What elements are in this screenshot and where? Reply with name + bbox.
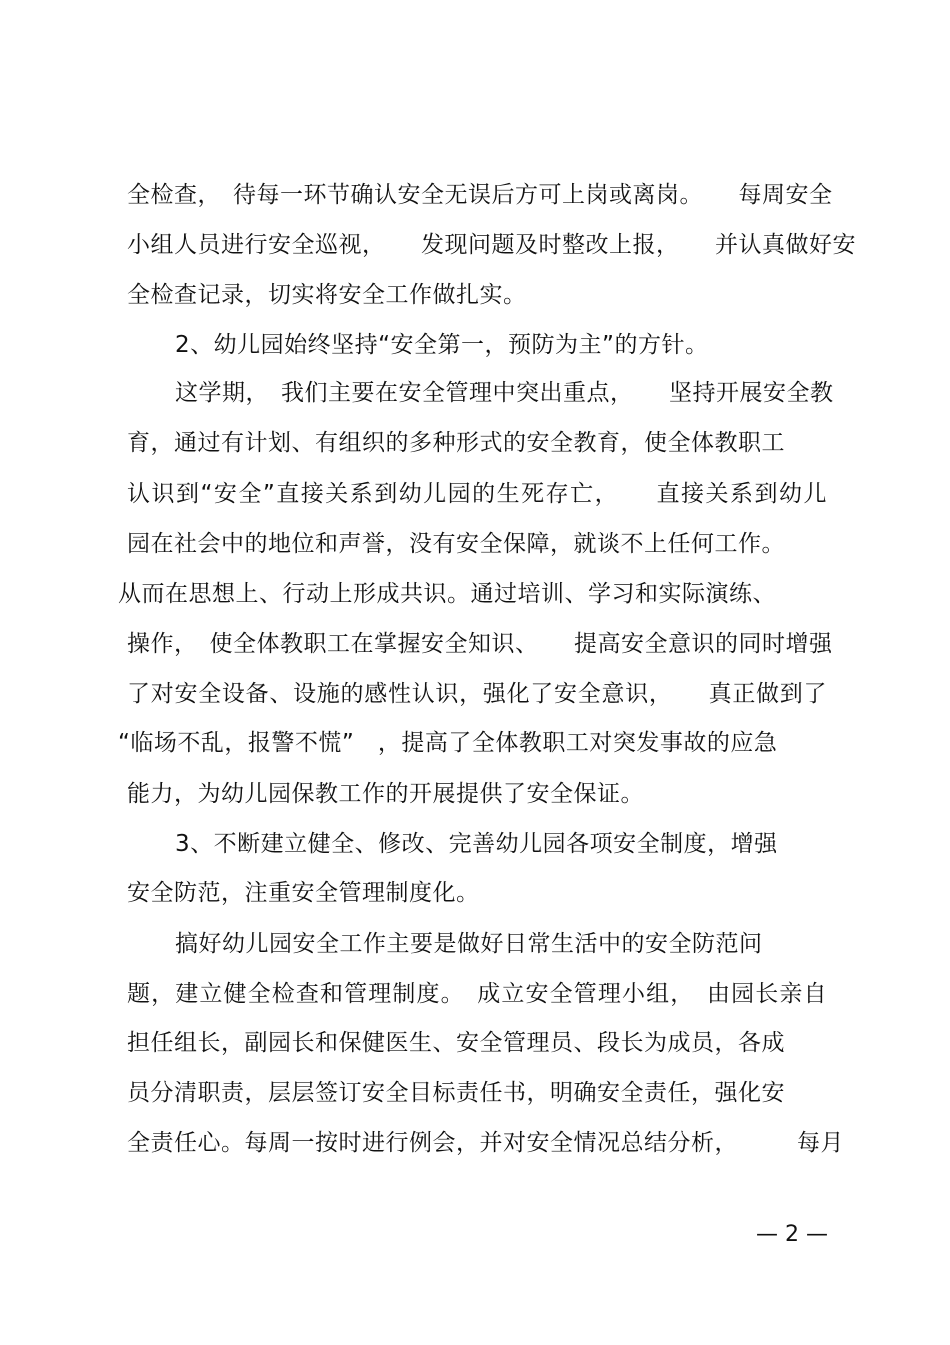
page-number: — 2 —: [756, 1222, 828, 1247]
text-line-15: 安全防范，注重安全管理制度化。: [127, 880, 480, 906]
text-line-18: 担任组长，副园长和保健医生、安全管理员、段长为成员，各成: [127, 1030, 785, 1056]
text-line-9: 从而在思想上、行动上形成共识。通过培训、学习和实际演练、: [118, 581, 776, 607]
text-line-11: 了对安全设备、设施的感性认识，强化了安全意识， 真正做到了: [127, 681, 827, 707]
text-line-13: 能力，为幼儿园保教工作的开展提供了安全保证。: [127, 781, 644, 807]
text-line-1: 全检查， 待每一环节确认安全无误后方可上岗或离岗。 每周安全: [127, 182, 833, 208]
text-line-2: 小组人员进行安全巡视， 发现问题及时整改上报， 并认真做好安: [127, 232, 856, 258]
text-line-3: 全检查记录，切实将安全工作做扎实。: [127, 282, 527, 308]
text-line-6: 育，通过有计划、有组织的多种形式的安全教育，使全体教职工: [127, 430, 785, 456]
text-line-19: 员分清职责，层层签订安全目标责任书，明确安全责任，强化安: [127, 1080, 785, 1106]
heading-item-2: 2、幼儿园始终坚持“安全第一，预防为主”的方针。: [175, 332, 709, 358]
text-line-12: “临场不乱，报警不慌” ，提高了全体教职工对突发事故的应急: [118, 730, 778, 756]
text-line-7: 认识到“安全”直接关系到幼儿园的生死存亡， 直接关系到幼儿: [127, 481, 827, 507]
heading-item-3: 3、不断建立健全、修改、完善幼儿园各项安全制度，增强: [175, 831, 778, 857]
text-line-8: 园在社会中的地位和声誉，没有安全保障，就谈不上任何工作。: [127, 531, 785, 557]
text-line-5: 这学期， 我们主要在安全管理中突出重点， 坚持开展安全教: [175, 380, 834, 406]
text-line-10: 操作， 使全体教职工在掌握安全知识、 提高安全意识的同时增强: [127, 631, 833, 657]
text-line-17: 题，建立健全检查和管理制度。 成立安全管理小组， 由园长亲自: [127, 981, 827, 1007]
text-line-16: 搞好幼儿园安全工作主要是做好日常生活中的安全防范问: [175, 931, 763, 957]
text-line-20: 全责任心。每周一按时进行例会，并对安全情况总结分析， 每月: [127, 1130, 844, 1156]
